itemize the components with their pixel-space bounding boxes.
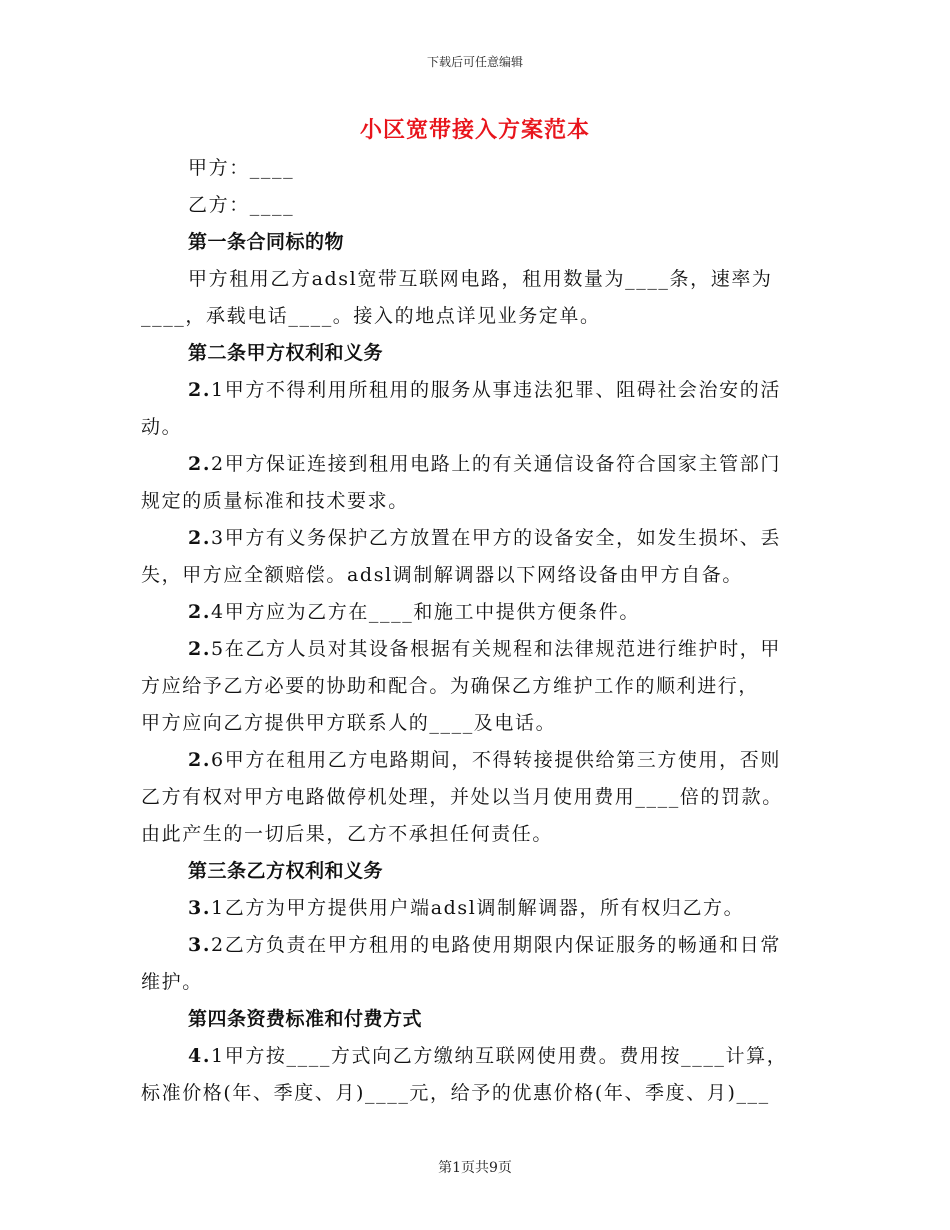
clause-text: 由此产生的一切后果，乙方不承担任何责任。 <box>141 823 554 845</box>
clause-line <box>141 483 811 520</box>
clause-text: 2甲方保证连接到租用电路上的有关通信设备符合国家主管部门 <box>211 453 781 475</box>
section-heading-4 <box>141 1001 811 1038</box>
clause-number: 3. <box>188 897 212 919</box>
section-heading-2 <box>141 335 811 372</box>
paragraph-line <box>141 261 811 298</box>
clause-number: 2. <box>188 749 212 771</box>
clause-line <box>141 742 811 779</box>
clause-number: 2. <box>188 379 212 401</box>
clause-text: 1甲方按____方式向乙方缴纳互联网使用费。费用按____计算， <box>211 1045 788 1067</box>
clause-line <box>141 816 811 853</box>
clause-line <box>141 779 811 816</box>
clause-text: 维护。 <box>141 971 203 993</box>
section-heading-text: 第一条合同标的物 <box>188 231 345 253</box>
clause-line <box>141 964 811 1001</box>
section-heading-text: 第二条甲方权利和义务 <box>188 342 384 364</box>
clause-line <box>141 594 811 631</box>
clause-text: 规定的质量标准和技术要求。 <box>141 490 409 512</box>
clause-line <box>141 409 811 446</box>
clause-line <box>141 520 811 557</box>
party-b-line <box>141 187 811 224</box>
clause-line <box>141 1075 811 1112</box>
clause-number: 2. <box>188 601 212 623</box>
party-b-text: 乙方：____ <box>188 194 295 216</box>
page-number: 第1页共9页 <box>438 1160 512 1176</box>
clause-line <box>141 631 811 668</box>
party-a-line <box>141 150 811 187</box>
clause-line <box>141 705 811 742</box>
clause-text: 3甲方有义务保护乙方放置在甲方的设备安全，如发生损坏、丢 <box>211 527 781 549</box>
clause-text: 方应给予乙方必要的协助和配合。为确保乙方维护工作的顺利进行， <box>141 675 760 697</box>
clause-text: 标准价格(年、季度、月)____元，给予的优惠价格(年、季度、月)___ <box>141 1082 770 1104</box>
clause-line <box>141 446 811 483</box>
clause-text: 甲方应向乙方提供甲方联系人的____及电话。 <box>141 712 557 734</box>
clause-text: 6甲方在租用乙方电路期间，不得转接提供给第三方使用，否则 <box>211 749 781 771</box>
document-title: 小区宽带接入方案范本 <box>359 117 590 143</box>
section-heading-1 <box>141 224 811 261</box>
party-a-text: 甲方：____ <box>188 157 295 179</box>
section-heading-text: 第三条乙方权利和义务 <box>188 860 384 882</box>
paragraph-text: 甲方租用乙方adsl宽带互联网电路，租用数量为____条，速率为 <box>188 268 773 290</box>
clause-number: 3. <box>188 934 212 956</box>
clause-line <box>141 372 811 409</box>
clause-number: 4. <box>188 1045 212 1067</box>
clause-text: 5在乙方人员对其设备根据有关规程和法律规范进行维护时，甲 <box>211 638 781 660</box>
clause-line <box>141 890 811 927</box>
document-body <box>141 150 811 1112</box>
section-heading-text: 第四条资费标准和付费方式 <box>188 1008 423 1030</box>
clause-number: 2. <box>188 453 212 475</box>
paragraph-line <box>141 298 811 335</box>
clause-text: 4甲方应为乙方在____和施工中提供方便条件。 <box>211 601 640 623</box>
clause-text: 失，甲方应全额赔偿。adsl调制解调器以下网络设备由甲方自备。 <box>141 564 743 586</box>
clause-number: 2. <box>188 527 212 549</box>
clause-line <box>141 1038 811 1075</box>
clause-text: 1甲方不得利用所租用的服务从事违法犯罪、阻碍社会治安的活 <box>211 379 781 401</box>
clause-line <box>141 668 811 705</box>
clause-number: 2. <box>188 638 212 660</box>
section-heading-3 <box>141 853 811 890</box>
clause-text: 动。 <box>141 416 183 438</box>
clause-line <box>141 927 811 964</box>
paragraph-text: ____，承载电话____。接入的地点详见业务定单。 <box>141 305 601 327</box>
clause-text: 2乙方负责在甲方租用的电路使用期限内保证服务的畅通和日常 <box>211 934 781 956</box>
clause-text: 乙方有权对甲方电路做停机处理，并处以当月使用费用____倍的罚款。 <box>141 786 783 808</box>
clause-text: 1乙方为甲方提供用户端adsl调制解调器，所有权归乙方。 <box>211 897 745 919</box>
page-header-note: 下载后可任意编辑 <box>426 55 523 69</box>
clause-line <box>141 557 811 594</box>
